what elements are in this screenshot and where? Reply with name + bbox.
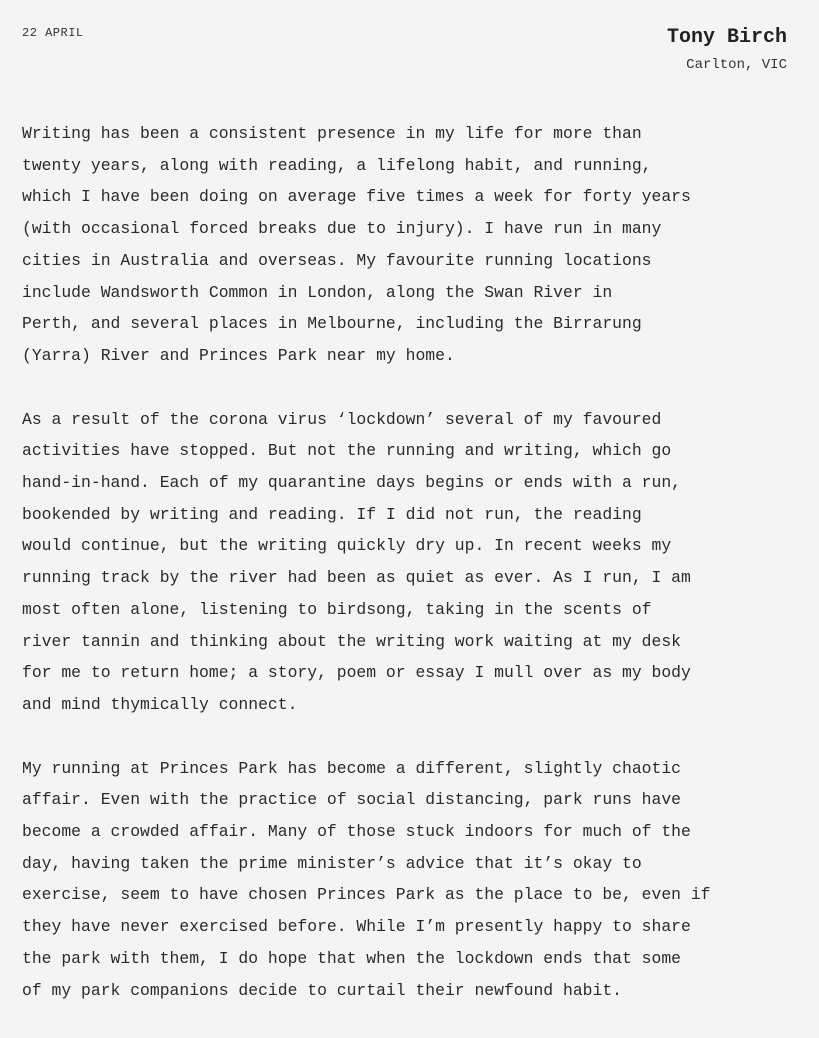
author-block: [667, 24, 787, 78]
author-name: Tony Birch: [666, 26, 787, 49]
author-location: Carlton, VIC: [686, 57, 787, 73]
paragraph-1: Writing has been a consistent presence in my life for more than twenty years, along with reading, a lifelong habit, and running, which I have been doing on average five times a week for forty years (with occasional forced breaks due to injury). I have run in many cities in Australia and overseas. My favourite running locations include Wandsworth Common in London, along the Swan River in Perth, and several places in Melbourne, including the Birrarung (Yarra) River and Princes Park near my home.: [22, 124, 691, 365]
journal-body: [22, 118, 792, 1038]
paragraph-2: As a result of the corona virus ‘lockdown’ several of my favoured activities have stopped. But not the running and writing, which go hand-in-hand. Each of my quarantine days begins or ends with a run, bookended by writing and reading. If I did not run, the reading would continue, but the writing quickly dry up. In recent weeks my running track by the river had been as quiet as ever. As I run, I am most often alone, listening to birdsong, taking in the scents of river tannin and thinking about the writing work waiting at my desk for me to return home; a story, poem or essay I mull over as my body and mind thymically connect.: [22, 409, 691, 714]
paragraph-3: My running at Princes Park has become a different, slightly chaotic affair. Even with the practice of social distancing, park runs have become a crowded affair. Many of those stuck indoors for much of the day, having taken the prime minister’s advice that it’s okay to exercise, seem to have chosen Princes Park as the place to be, even if they have never exercised before. While I’m presently happy to share the park with them, I do hope that when the lockdown ends that some of my park companions decide to curtail their newfound habit.: [22, 758, 711, 1000]
entry-date: 22 APRIL: [22, 26, 84, 40]
